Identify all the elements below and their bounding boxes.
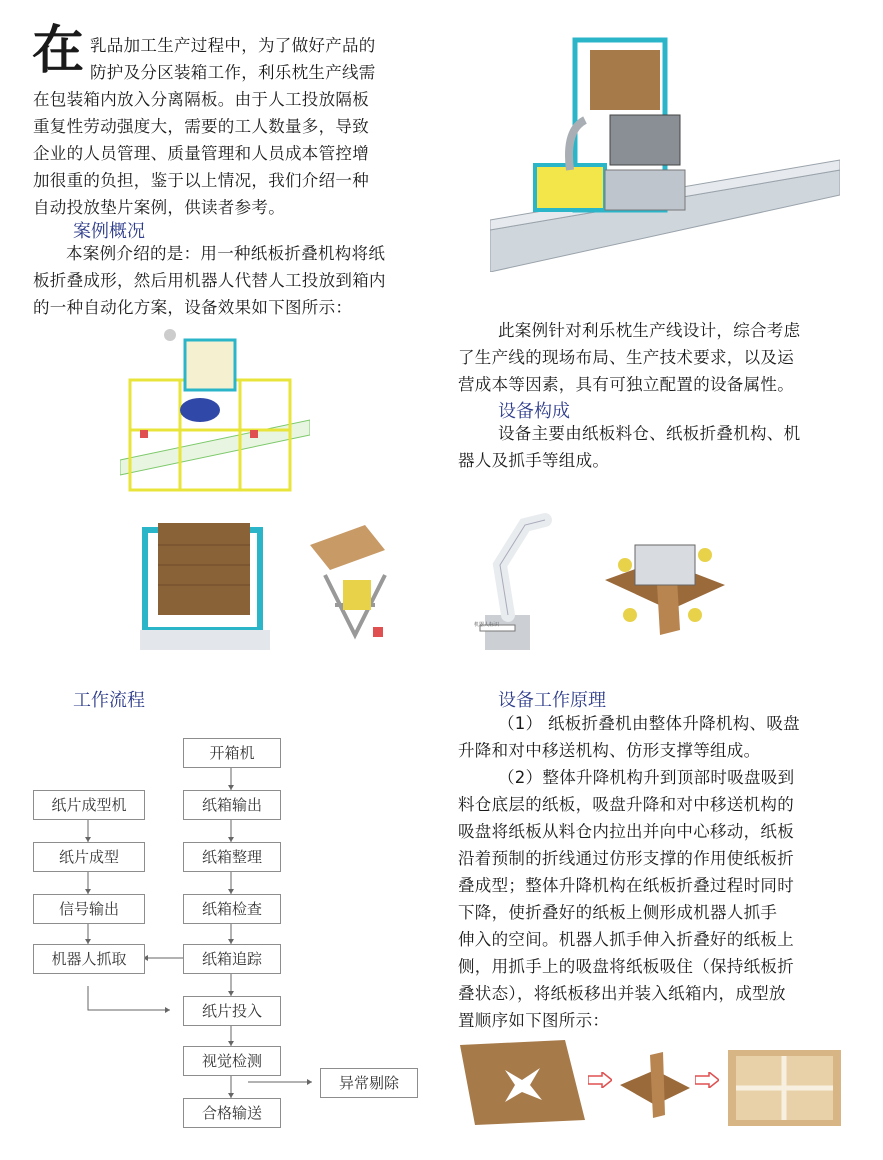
flow-step-box-opener: 开箱机 xyxy=(183,738,281,768)
flow-step-sheet-insert: 纸片投入 xyxy=(183,996,281,1026)
sequence-arrow-2-icon xyxy=(695,1072,719,1088)
section-title-overview: 案例概况 xyxy=(73,221,145,242)
gripper-image xyxy=(600,520,730,635)
flow-step-qualified-output: 合格输送 xyxy=(183,1098,281,1128)
intro-line-1: 乳品加工生产过程中，为了做好产品的 xyxy=(90,36,376,55)
machine-overview-illustration xyxy=(120,320,310,495)
production-line-illustration xyxy=(490,20,840,272)
intro-line-2: 防护及分区装箱工作，利乐枕生产线需 xyxy=(90,63,376,82)
flow-step-box-track: 纸箱追踪 xyxy=(183,944,281,974)
cardboard-bin-image xyxy=(140,515,270,650)
boxed-sheet-image xyxy=(728,1050,841,1126)
flow-step-sheet-forming-machine: 纸片成型机 xyxy=(33,790,145,820)
principle-paragraph-1: （1） 纸板折叠机由整体升降机构、吸盘 升降和对中移送机构、仿形支撑等组成。 xyxy=(458,714,800,760)
sequence-arrow-1-icon xyxy=(588,1072,612,1088)
composition-paragraph: 设备主要由纸板料仓、纸板折叠机构、机 器人及抓手等组成。 xyxy=(458,424,801,470)
folded-sheet-image xyxy=(615,1050,695,1120)
flow-step-robot-pick: 机器人抓取 xyxy=(33,944,145,974)
robot-image xyxy=(470,505,555,655)
robot-label-tag: 机器人标识 xyxy=(474,622,500,628)
section-title-composition: 设备构成 xyxy=(498,401,570,422)
design-paragraph: 此案例针对利乐枕生产线设计，综合考虑 了生产线的现场布局、生产技术要求，以及运 营成本等因素，具有可独立配置的设备属性。 xyxy=(458,321,801,394)
intro-dropcap: 在 xyxy=(32,21,85,81)
overview-paragraph: 本案例介绍的是：用一种纸板折叠机构将纸 板折叠成形，然后用机器人代替人工投放到箱内 的一种自动化方案，设备效果如下图所示： xyxy=(33,244,386,317)
flow-step-vision-check: 视觉检测 xyxy=(183,1046,281,1076)
section-title-principle: 设备工作原理 xyxy=(498,690,606,711)
flow-step-box-arrange: 纸箱整理 xyxy=(183,842,281,872)
folding-mechanism-image xyxy=(305,515,410,655)
flow-step-reject: 异常剔除 xyxy=(320,1068,418,1098)
flow-step-box-check: 纸箱检查 xyxy=(183,894,281,924)
flow-step-box-output: 纸箱输出 xyxy=(183,790,281,820)
flow-step-sheet-forming: 纸片成型 xyxy=(33,842,145,872)
flat-sheet-image xyxy=(460,1040,585,1125)
intro-rest: 在包装箱内放入分离隔板。由于人工投放隔板 重复性劳动强度大，需要的工人数量多，导致 企业的人员管理、质量管理和人员成本管控增 加很重的负担，鉴于以上情况，我们介绍一种 自动投放垫片案例，供读者参考。 xyxy=(33,90,369,217)
principle-paragraph-2: （2）整体升降机构升到顶部时吸盘吸到 料仓底层的纸板，吸盘升降和对中移送机构的 吸盘将纸板从料仓内拉出并向中心移动，纸板 沿着预制的折线通过仿形支撑的作用使纸板折 叠成型；整体升降机构在纸板折叠过程时同时 下降，使折叠好的纸板上侧形成机器人抓手 伸入的空间。机器人抓手伸入折叠好的纸板上 侧，用抓手上的吸盘将纸板吸住（保持纸板折 叠状态），将纸板移出并装入纸箱内，成型放 置顺序如下图所示： xyxy=(458,768,795,1030)
flow-step-signal-output: 信号输出 xyxy=(33,894,145,924)
section-title-workflow: 工作流程 xyxy=(73,690,145,711)
